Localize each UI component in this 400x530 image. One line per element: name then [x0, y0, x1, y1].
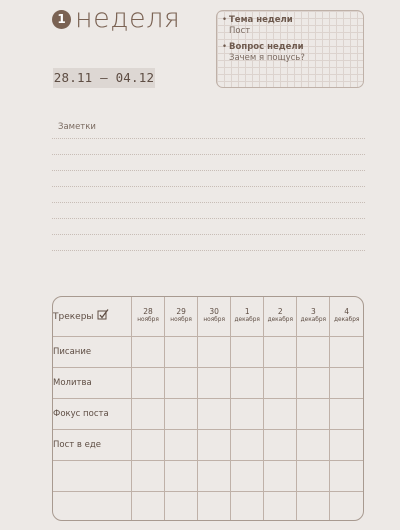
tracker-cell[interactable]: [132, 336, 165, 367]
tracker-cell[interactable]: [198, 367, 231, 398]
day-month: ноября: [170, 317, 192, 324]
bullet-icon: •: [222, 15, 228, 25]
day-month: декабря: [334, 317, 360, 324]
tracker-cell[interactable]: [165, 491, 198, 521]
tracker-cell[interactable]: [297, 429, 330, 460]
tracker-table: [52, 296, 364, 521]
tracker-row: [53, 429, 363, 460]
tracker-cell[interactable]: [231, 336, 264, 367]
tracker-cell[interactable]: [264, 336, 297, 367]
day-number: 28: [143, 307, 153, 317]
tracker-row-label: [53, 491, 132, 521]
tracker-cell[interactable]: [198, 398, 231, 429]
tracker-cell[interactable]: [264, 429, 297, 460]
tracker-day-header: [198, 297, 231, 336]
week-theme-value: Пост: [229, 26, 251, 36]
day-month: декабря: [300, 317, 327, 324]
tracker-cell[interactable]: [264, 398, 297, 429]
tracker-cell[interactable]: [264, 367, 297, 398]
note-line[interactable]: [52, 170, 365, 171]
week-theme-label: Тема недели: [229, 15, 293, 25]
tracker-row: [53, 336, 363, 367]
day-number: 1: [244, 307, 250, 317]
checkbox-check-icon: [97, 309, 109, 324]
tracker-cell[interactable]: [297, 367, 330, 398]
week-question-value: Зачем я пощусь?: [229, 53, 305, 63]
tracker-row: [53, 491, 363, 521]
week-info-box: [216, 10, 364, 88]
tracker-cell[interactable]: [297, 491, 330, 521]
tracker-cell[interactable]: [132, 429, 165, 460]
day-month: декабря: [234, 317, 260, 324]
day-month: ноября: [137, 317, 159, 324]
tracker-cell[interactable]: [264, 460, 297, 491]
tracker-cell[interactable]: [297, 460, 330, 491]
tracker-cell[interactable]: [231, 460, 264, 491]
tracker-cell[interactable]: [165, 429, 198, 460]
tracker-day-header: [165, 297, 198, 336]
tracker-cell[interactable]: [198, 429, 231, 460]
day-number: 29: [176, 307, 186, 317]
tracker-cell[interactable]: [132, 491, 165, 521]
bullet-icon: •: [222, 42, 228, 52]
tracker-row: [53, 460, 363, 491]
week-question: [222, 42, 305, 64]
tracker-cell[interactable]: [165, 398, 198, 429]
page-title: неделя: [75, 3, 181, 34]
tracker-cell[interactable]: [231, 367, 264, 398]
note-line[interactable]: [52, 234, 365, 235]
tracker-cell[interactable]: [165, 460, 198, 491]
tracker-cell[interactable]: [231, 429, 264, 460]
tracker-row-label: Молитва: [53, 367, 132, 398]
note-line[interactable]: [52, 202, 365, 203]
notes-label: Заметки: [58, 122, 96, 132]
tracker-day-header: [231, 297, 264, 336]
tracker-cell[interactable]: [330, 398, 363, 429]
tracker-cell[interactable]: [330, 367, 363, 398]
day-number: 30: [209, 307, 219, 317]
tracker-day-header: [264, 297, 297, 336]
week-question-label: Вопрос недели: [229, 42, 304, 52]
tracker-cell[interactable]: [330, 429, 363, 460]
tracker-cell[interactable]: [165, 367, 198, 398]
tracker-title-cell: [53, 297, 132, 336]
tracker-cell[interactable]: [165, 336, 198, 367]
tracker-cell[interactable]: [198, 460, 231, 491]
day-number: 4: [344, 307, 350, 317]
tracker-cell[interactable]: [330, 336, 363, 367]
week-date-range: 28.11 — 04.12: [53, 68, 155, 88]
tracker-cell[interactable]: [132, 398, 165, 429]
tracker-row: [53, 398, 363, 429]
note-line[interactable]: [52, 250, 365, 251]
tracker-day-header: [330, 297, 363, 336]
tracker-day-header: [297, 297, 330, 336]
tracker-row-label: Фокус поста: [53, 398, 132, 429]
tracker-cell[interactable]: [264, 491, 297, 521]
tracker-title: Трекеры: [53, 311, 94, 322]
tracker-cell[interactable]: [297, 336, 330, 367]
tracker-cell[interactable]: [132, 460, 165, 491]
day-month: декабря: [267, 317, 293, 324]
tracker-cell[interactable]: [330, 460, 363, 491]
tracker-row-label: Писание: [53, 336, 132, 367]
tracker-cell[interactable]: [198, 336, 231, 367]
day-number: 2: [277, 307, 283, 317]
note-line[interactable]: [52, 138, 365, 139]
tracker-day-header: [132, 297, 165, 336]
tracker-cell[interactable]: [297, 398, 330, 429]
tracker-cell[interactable]: [132, 367, 165, 398]
tracker-cell[interactable]: [198, 491, 231, 521]
tracker-row-label: [53, 460, 132, 491]
week-theme: [222, 15, 293, 37]
day-number: 3: [310, 307, 316, 317]
tracker-header-row: [53, 297, 363, 336]
tracker-row: [53, 367, 363, 398]
tracker-cell[interactable]: [231, 398, 264, 429]
tracker-cell[interactable]: [330, 491, 363, 521]
note-line[interactable]: [52, 154, 365, 155]
tracker-row-label: Пост в еде: [53, 429, 132, 460]
week-number-badge: 1: [52, 10, 71, 29]
note-line[interactable]: [52, 186, 365, 187]
day-month: ноября: [203, 317, 225, 324]
note-line[interactable]: [52, 218, 365, 219]
tracker-cell[interactable]: [231, 491, 264, 521]
